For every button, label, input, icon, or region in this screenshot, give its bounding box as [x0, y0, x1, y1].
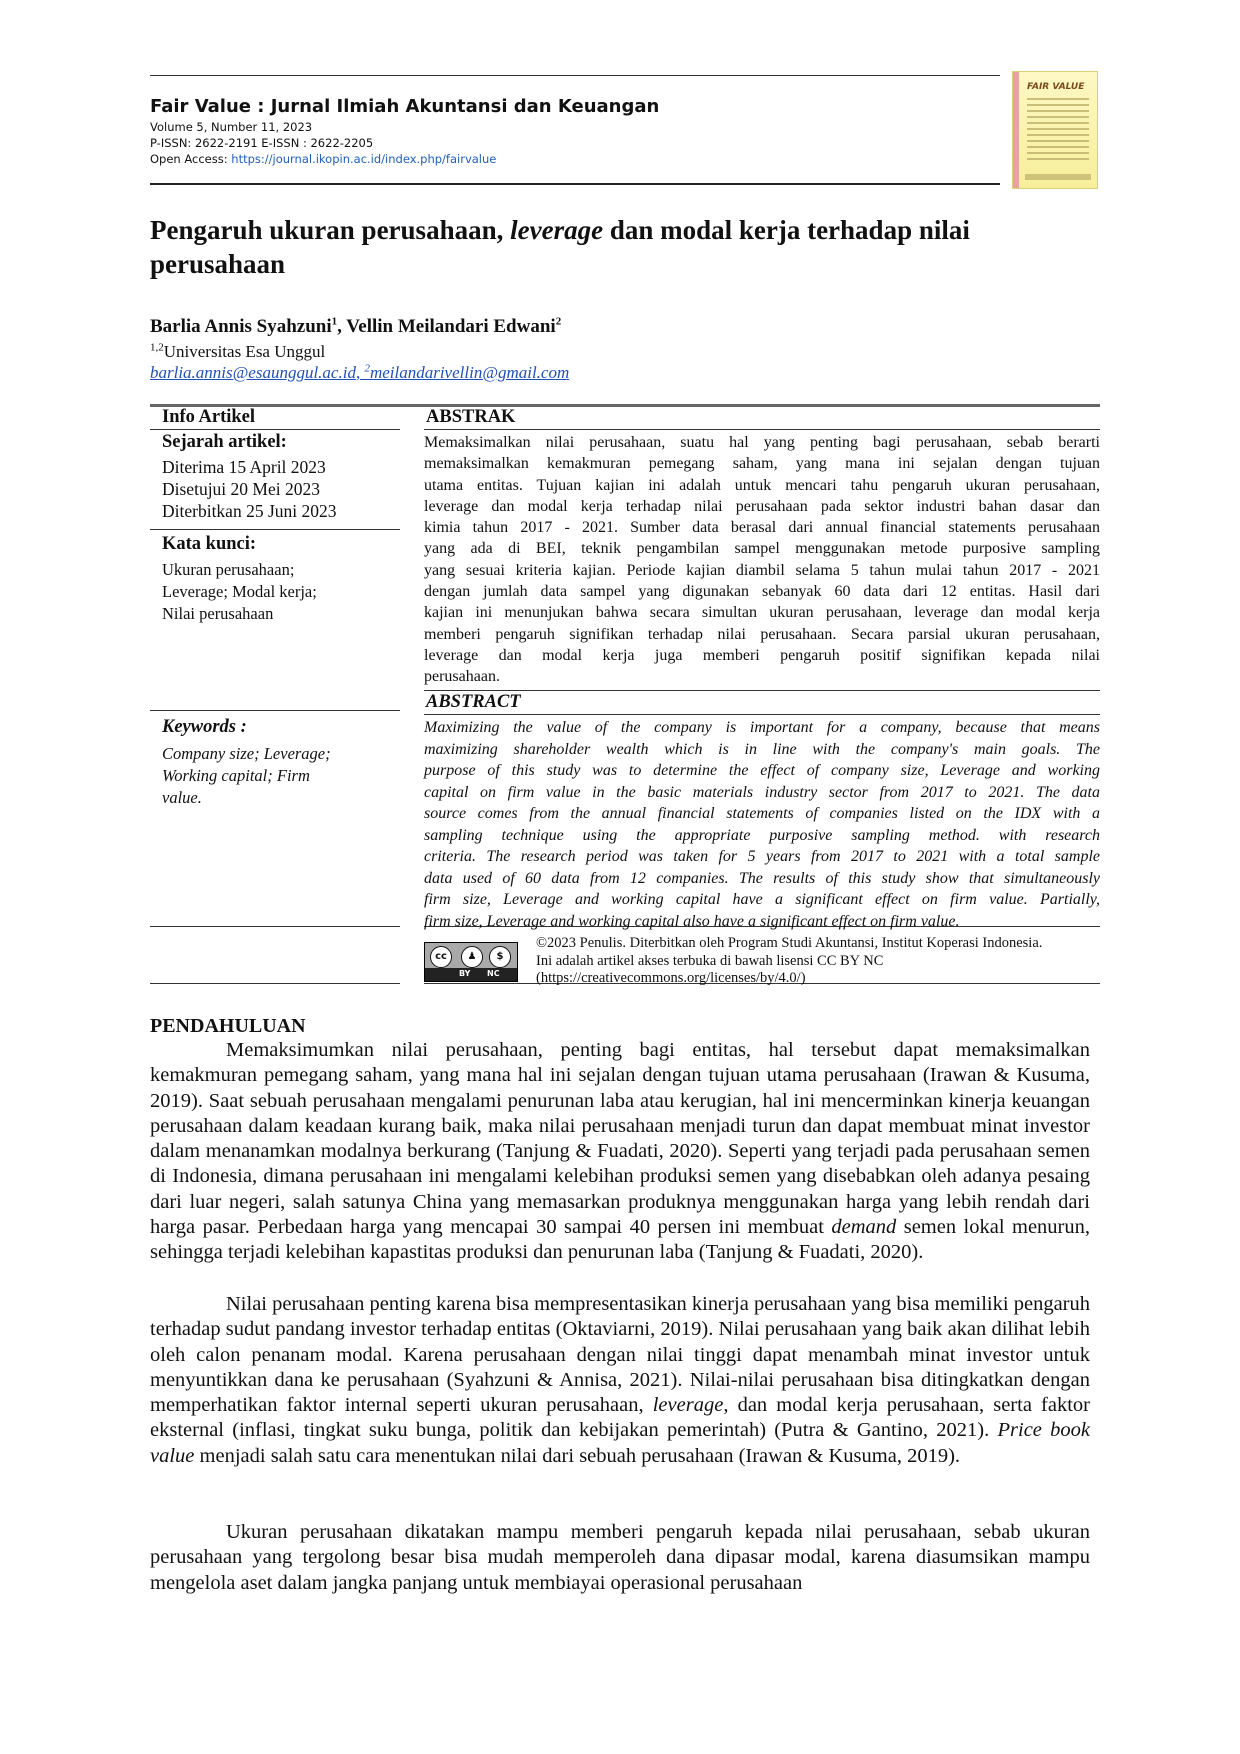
body-paragraph: Memaksimumkan nilai perusahaan, penting bagi entitas, hal tersebut dapat memaksimalkan kemakmuran pemegang saham, yang mana hal ini sejalan dengan tujuan utama perusahaan (Irawan & Kusuma, 2019). Saat sebuah perusahaan mengalami penurunan laba atau kerugian, hal ini mencerminkan kinerja keuangan perusahaan dalam keadaan kurang baik, maka nilai perusahaan menjadi turun dan dapat membuat minat investor dalam menanamkan modalnya berkurang (Tanjung & Fuadati, 2020). Seperti yang terjadi pada perusahaan semen di Indonesia, dimana perusahaan ini mengalami kelebihan produksi semen yang disebabkan oleh adanya pesaing dari luar negeri, salah satunya China yang memasarkan produknya menggunakan harga yang lebih rendah dari harga pasar. Perbedaan harga yang mencapai 30 sampai 40 persen ini membuat demand semen lokal menurun, sehingga terjadi kelebihan kapastitas produksi dan penurunan laba (Tanjung & Fuadati, 2020). [150, 1039, 1091, 1264]
affiliation: $^{1,2}$Universitas Esa Unggul [150, 341, 326, 361]
kata-kunci-heading: Kata kunci: [162, 534, 257, 554]
journal-issn: P-ISSN: 2622-2191 E-ISSN : 2622-2205 [150, 136, 374, 150]
journal-name: Fair Value : Jurnal Ilmiah Akuntansi dan Keuangan [150, 96, 660, 117]
keywords-heading: Keywords : [162, 717, 247, 737]
info-artikel-heading: Info Artikel [162, 407, 256, 427]
journal-url-link[interactable]: https://journal.ikopin.ac.id/index.php/fairvalue [231, 152, 497, 166]
keywords-line: Working capital; Firm [162, 766, 310, 785]
email-link-1[interactable]: barlia.annis@esaunggul.ac.id [150, 363, 356, 382]
open-access-line [150, 151, 659, 167]
cover-stripe [1013, 72, 1019, 188]
keywords-rule [150, 926, 400, 927]
kata-kunci-line: Ukuran perusahaan; [162, 560, 295, 579]
info-heading-rule [150, 429, 400, 430]
author-2: Vellin Meilandari Edwani [346, 316, 556, 337]
author-1: Barlia Annis Syahzuni [150, 316, 332, 337]
body-paragraph: Nilai perusahaan penting karena bisa mempresentasikan kinerja perusahaan yang bisa memiliki pengaruh terhadap sudut pandang investor terhadap entitas (Oktaviarni, 2019). Nilai perusahaan yang baik akan dilihat lebih oleh calon penanam modal. Karena perusahaan dengan nilai tinggi dapat menambah minat investor untuk menyuntikkan dana ke perusahaan (Syahzuni & Annisa, 2021). Nilai-nilai perusahaan bisa ditingkatkan dengan memperhatikan faktor internal seperti ukuran perusahaan, leverage, dan modal kerja perusahaan, serta faktor eksternal (inflasi, tingkat suku bunga, politik dan kebijakan pemerintah) (Putra & Gantino, 2021). Price book value menjadi salah satu cara menentukan nilai dari sebuah perusahaan (Irawan & Kusuma, 2019). [150, 1293, 1091, 1467]
abstrak-text: Memaksimalkan nilai perusahaan, suatu hal yang penting bagi perusahaan, sebab berarti memaksimalkan kemakmuran pemegang saham, yang mana ini sejalan dengan tujuan utama entitas. Tujuan kajian ini adalah untuk mencari tahu pengaruh ukuran perusahaan, leverage dan modal kerja terhadap nilai perusahaan pada sektor industri bahan dasar dan kimia tahun 2017 - 2021. Sumber data berasal dari annual financial statements perusahaan yang ada di BEI, teknik pengambilan sampel menggunakan metode purposive sampling yang sesuai kriteria kajian. Periode kajian diambil selama 5 tahun mulai tahun 2017 - 2021 dengan jumlah data sampel yang digunakan sebanyak 60 data dari 12 entitas. Hasil dari kajian ini menunjukan bahwa secara simultan ukuran perusahaan, leverage dan modal kerja memberi pengaruh signifikan terhadap nilai perusahaan. Secara parsial ukuran perusahaan, leverage dan modal kerja juga memberi pengaruh positif signifikan kepada nilai perusahaan. [424, 434, 1100, 686]
license-text: ©2023 Penulis. Diterbitkan oleh Program Studi Akuntansi, Institut Koperasi Indonesia. Ini adalah artikel akses terbuka di bawah lisensi CC BY NC (https://creativecommons.org/licenses/by/4.0/) [536, 935, 1043, 986]
keywords-line: Company size; Leverage; [162, 744, 331, 763]
cover-text-lines [1027, 98, 1089, 164]
open-access-label: Open Access: [150, 152, 232, 166]
header-top-rule [150, 75, 1000, 76]
date-approved: Disetujui 20 Mei 2023 [162, 479, 320, 499]
nc-label: NC [487, 969, 500, 978]
abstract-heading: ABSTRACT [426, 692, 521, 712]
cover-footer-bar [1025, 174, 1091, 180]
section-heading: PENDAHULUAN [150, 1015, 306, 1037]
table-top-rule [150, 404, 1100, 407]
history-heading: Sejarah artikel: [162, 432, 287, 452]
history-rule [150, 529, 400, 530]
email-link-2[interactable]: meilandarivellin@gmail.com [369, 363, 570, 382]
abstract-heading-rule [424, 714, 1100, 715]
abstract-text: Maximizing the value of the company is important for a company, because that means maximizing shareholder wealth which is in line with the company's main goals. The purpose of this study was to determine the effect of company size, Leverage and working capital on firm value in the basic materials industry sector from 2017 to 2021. The data source comes from the annual financial statements of companies listed on the IDX with a sampling technique using the appropriate purposive sampling method. with research criteria. The research period was taken for 5 years from 2017 to 2021 with a total sample data used of 60 data from 12 companies. The results of this study show that simultaneously firm size, Leverage and working capital have a significant effect on firm value. Partially, firm size, Leverage and working capital also have a significant effect on firm value. [424, 719, 1100, 930]
kata-kunci-line: Nilai perusahaan [162, 604, 274, 623]
header-bottom-rule [150, 183, 1000, 185]
kata-kunci-rule [150, 710, 400, 711]
abstrak-heading-rule [424, 429, 1100, 430]
journal-cover-thumbnail [1012, 71, 1098, 189]
cover-title: FAIR VALUE [1027, 82, 1085, 92]
no-dollar-icon: $ [489, 946, 511, 968]
abstrak-heading: ABSTRAK [426, 407, 516, 427]
journal-volume: Volume 5, Number 11, 2023 [150, 120, 313, 134]
date-published: Diterbitkan 25 Juni 2023 [162, 501, 337, 521]
person-icon: ♟ [461, 946, 483, 968]
author-emails: barlia.annis@esaunggul.ac.id, $^2$meilandarivellin@gmail.com [150, 362, 570, 382]
by-label: BY [459, 969, 471, 978]
cc-icon: cc [430, 946, 452, 968]
kata-kunci-line: Leverage; Modal kerja; [162, 582, 317, 601]
journal-header [150, 95, 659, 167]
keywords-line: value. [162, 788, 202, 807]
author-list: Barlia Annis Syahzuni$^1$, Vellin Meilandari Edwani$^2$ [150, 315, 562, 337]
date-received: Diterima 15 April 2023 [162, 457, 326, 477]
cc-by-nc-badge[interactable] [424, 942, 518, 982]
article-title: Pengaruh ukuran perusahaan, leverage dan modal kerja terhadap nilai perusahaan [150, 215, 970, 279]
abstrak-end-rule [424, 690, 1100, 691]
left-bottom-rule [150, 983, 400, 984]
license-url[interactable]: (https://creativecommons.org/licenses/by/4.0/) [536, 970, 806, 986]
body-paragraph: Ukuran perusahaan dikatakan mampu memberi pengaruh kepada nilai perusahaan, sebab ukuran perusahaan yang tergolong besar bisa mudah memperoleh dana dipasar modal, karena diasumsikan mampu mengelola aset dalam jangka panjang untuk membiayai operasional perusahaan [150, 1521, 1090, 1594]
